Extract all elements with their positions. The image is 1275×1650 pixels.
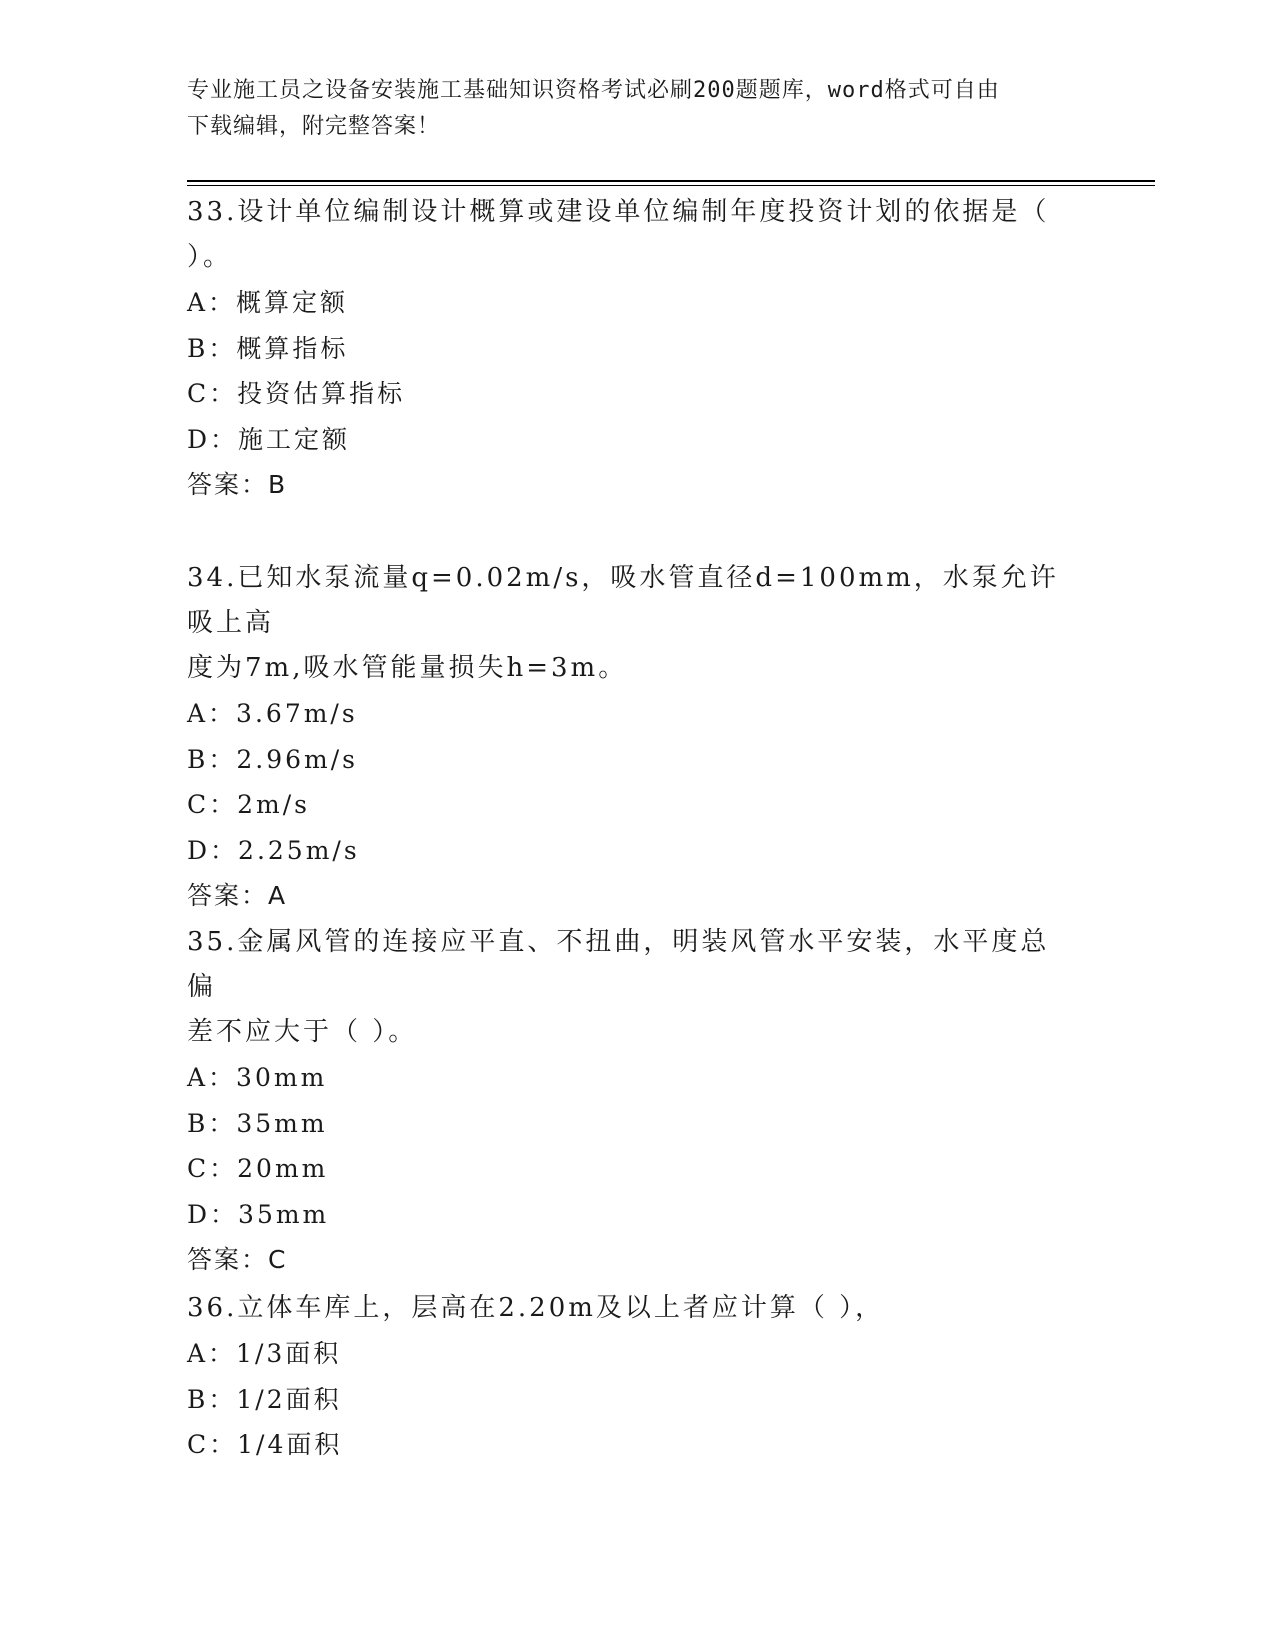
question-33: [187, 190, 1077, 508]
question-34: [187, 556, 1077, 919]
option-c: C：20mm: [187, 1154, 329, 1183]
option-b: B：概算指标: [187, 333, 349, 363]
option-c: C：投资估算指标: [187, 379, 406, 408]
option-b: B：1/2面积: [187, 1384, 342, 1414]
option-d: D：施工定额: [187, 424, 351, 454]
question-36: [187, 1286, 1077, 1468]
option-d: D：2.25m/s: [187, 835, 360, 865]
question-35: [187, 920, 1077, 1283]
option-c: C：2m/s: [187, 790, 310, 819]
option-a: A：30mm: [187, 1063, 328, 1092]
question-stem-line-1: 35.金属风管的连接应平直、不扭曲，明装风管水平安装，水平度总偏: [187, 927, 1050, 1002]
header-divider-thin: [187, 185, 1155, 186]
question-stem-line-2: 差不应大于（ ）。: [187, 1017, 418, 1047]
header-divider-thick: [187, 180, 1155, 182]
option-a: A：3.67m/s: [187, 699, 358, 728]
answer: 答案：B: [187, 470, 288, 499]
question-stem-line-2: ）。: [187, 242, 233, 272]
option-a: A：概算定额: [187, 288, 349, 317]
header-line-2: 下载编辑，附完整答案！: [187, 114, 441, 139]
option-c: C：1/4面积: [187, 1430, 343, 1459]
question-stem-line-1: 36.立体车库上，层高在2.20m及以上者应计算（ ），: [187, 1293, 885, 1323]
answer: 答案：A: [187, 881, 288, 910]
option-b: B：2.96m/s: [187, 744, 358, 774]
option-d: D：35mm: [187, 1199, 330, 1229]
header-line-1: 专业施工员之设备安装施工基础知识资格考试必刷200题题库，word格式可自由: [187, 78, 1000, 103]
document-header: [187, 73, 1087, 145]
option-b: B：35mm: [187, 1108, 328, 1138]
option-a: A：1/3面积: [187, 1339, 342, 1368]
question-stem-line-1: 33.设计单位编制设计概算或建设单位编制年度投资计划的依据是（: [187, 197, 1050, 227]
question-stem-line-1: 34.已知水泵流量q=0.02m/s，吸水管直径d=100mm，水泵允许吸上高: [187, 563, 1059, 638]
question-stem-line-2: 度为7m,吸水管能量损失h=3m。: [187, 653, 628, 683]
answer: 答案：C: [187, 1245, 288, 1274]
